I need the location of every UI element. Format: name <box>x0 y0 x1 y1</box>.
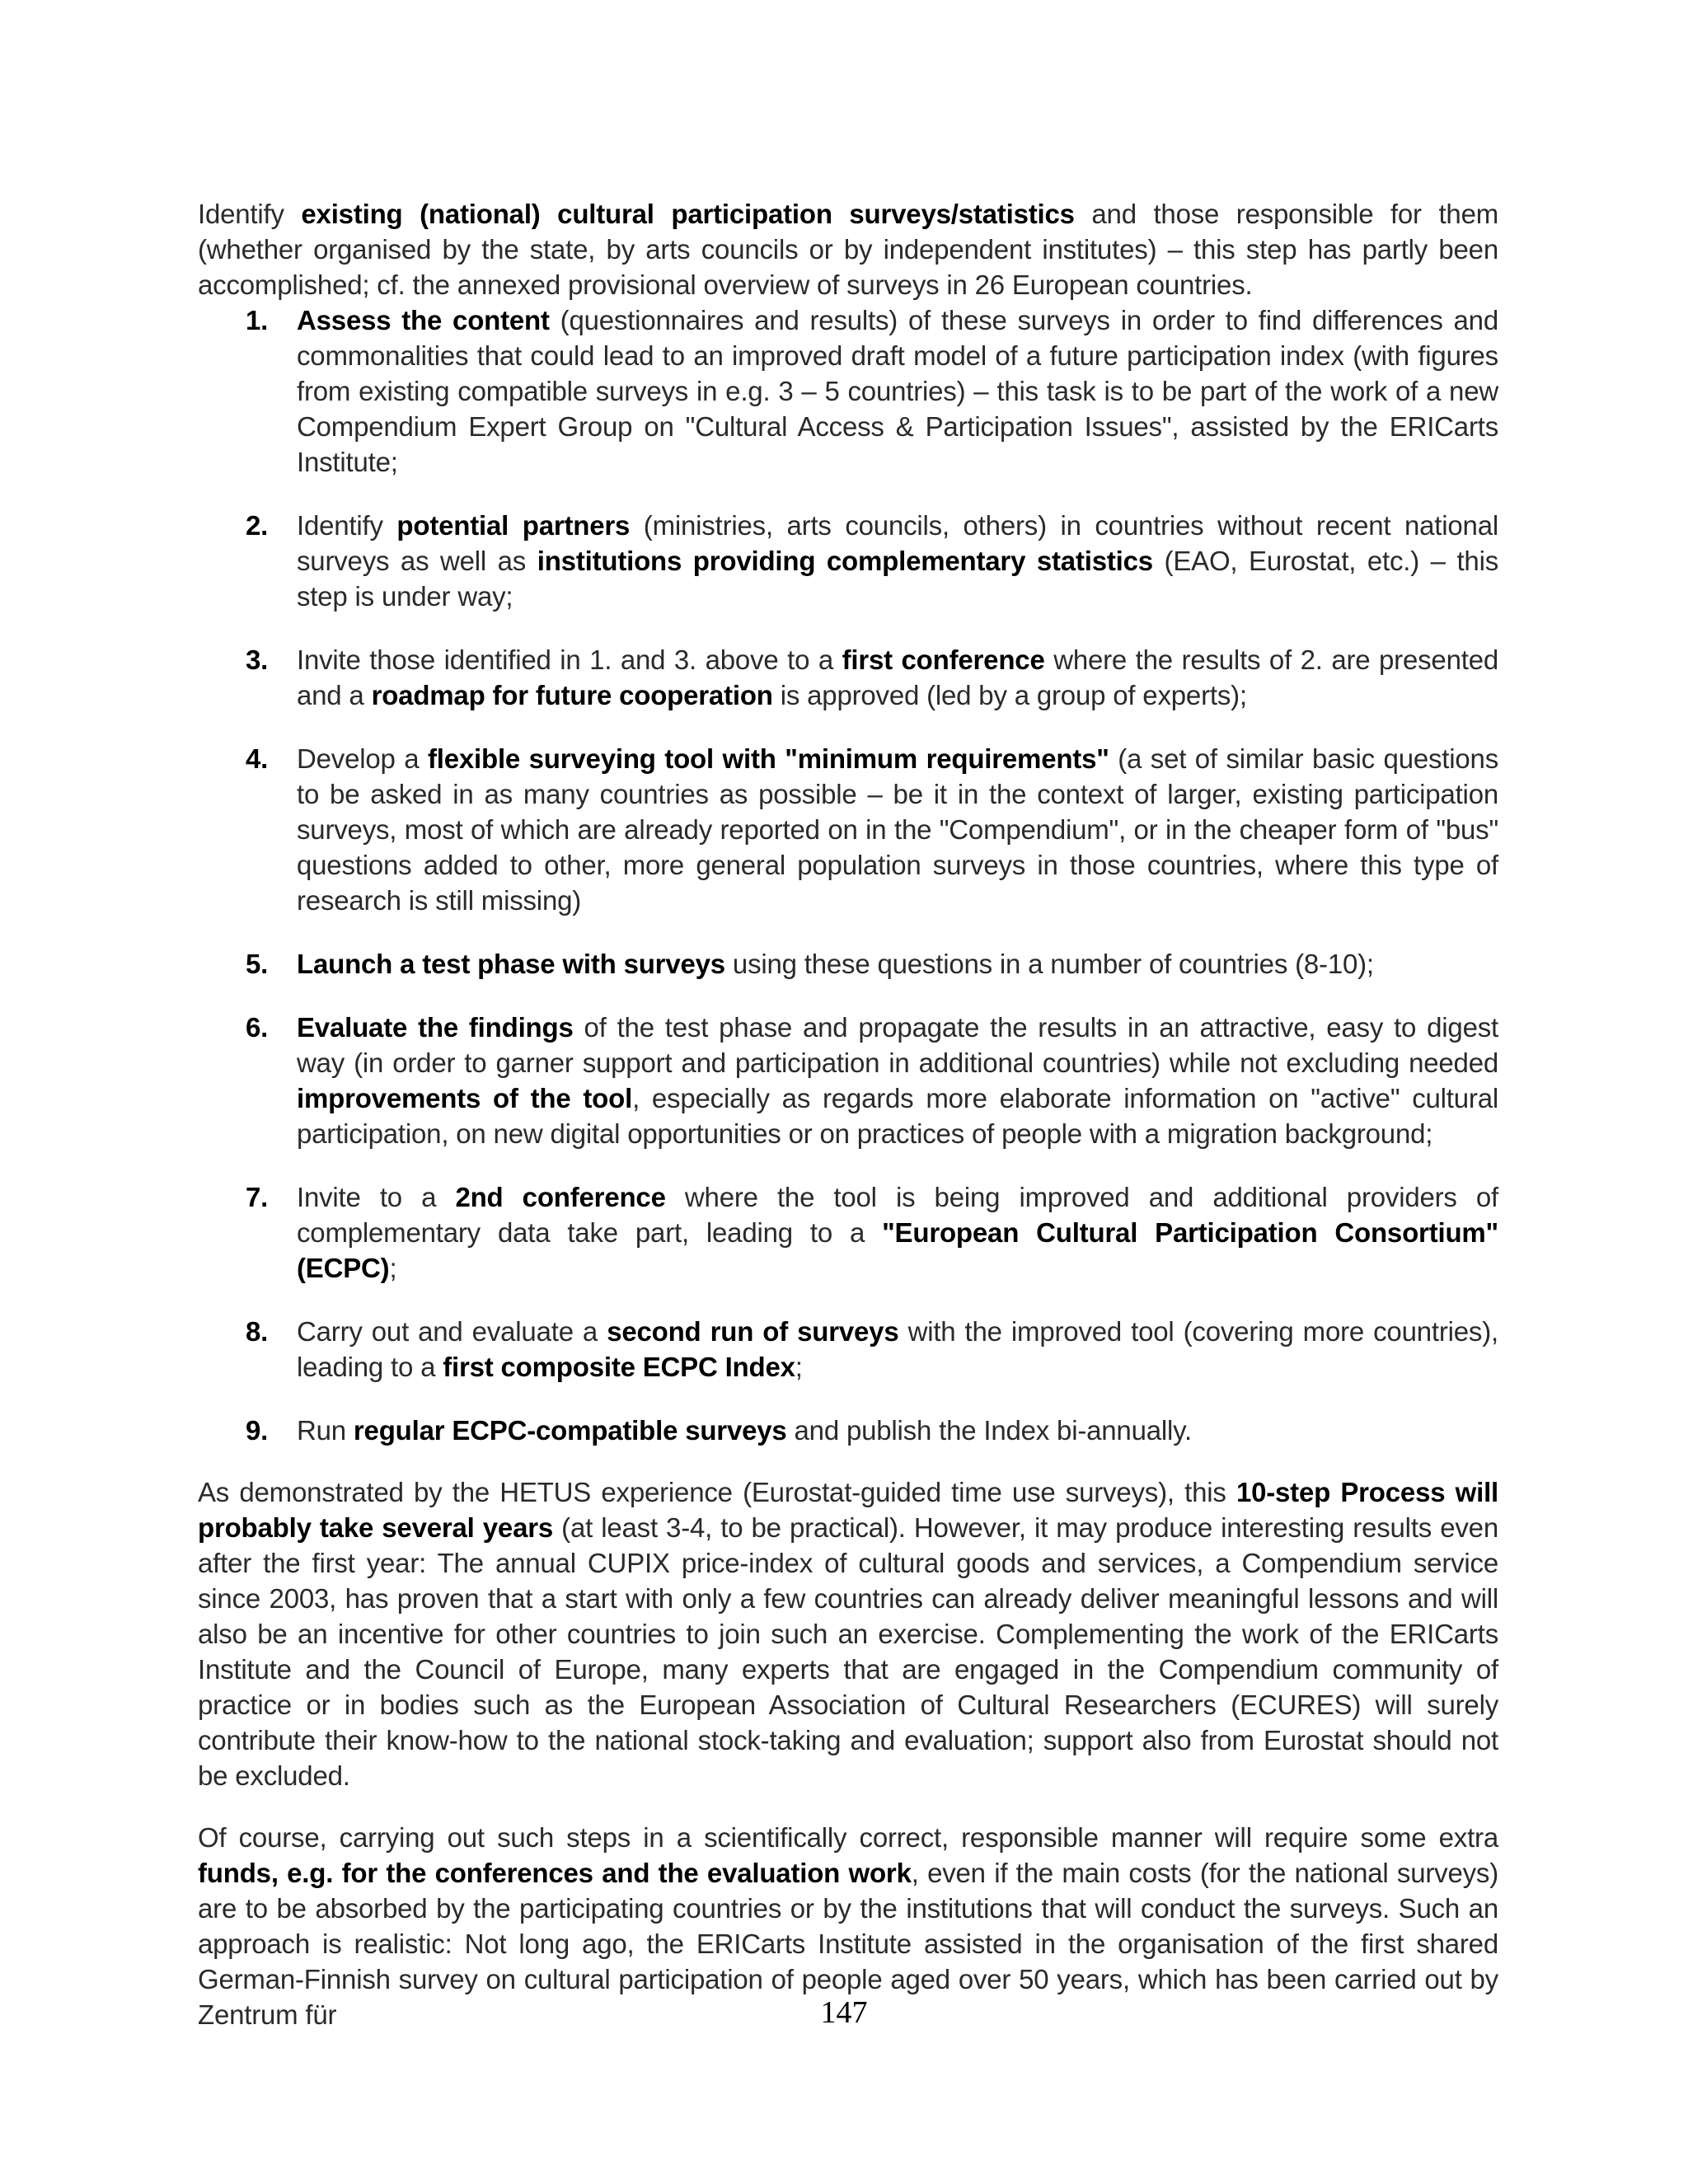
list-item <box>198 741 1498 918</box>
para1-text-2: (at least 3-4, to be practical). However, it may produce interesting results even after the first year: The annual CUPIX price-index of cultural goods and services, a Compendium service since 2003, has proven that a start with only a few countries can already deliver meaningful lessons and will also be an incentive for other countries to join such an exercise. Complementing the work of the ERICarts Institute and the Council of Europe, many experts that are engaged in the Compendium community of practice or in bodies such as the European Association of Cultural Researchers (ECURES) will surely contribute their know-how to the national stock-taking and evaluation; support also from Eurostat should not be excluded. <box>198 1512 1498 1791</box>
step-bold: improvements of the tool <box>297 1083 633 1113</box>
step-bold: roadmap for future cooperation <box>371 680 773 710</box>
hetus-paragraph <box>198 1474 1498 1793</box>
step-text: is approved (led by a group of experts); <box>772 680 1247 710</box>
step-number: 9. <box>246 1415 269 1446</box>
para2-text-1: Of course, carrying out such steps in a scientifically correct, responsible manner will require some extra <box>198 1822 1498 1853</box>
document-body <box>198 196 1498 2032</box>
step-bold: first composite ECPC Index <box>443 1352 795 1382</box>
list-item <box>198 946 1498 982</box>
para2-text-2: , even if the main costs (for the national surveys) are to be absorbed by the participating countries or by the institutions that will conduct the surveys. Such an approach is realistic: Not long ago, the ERICarts Institute assisted in the organisation of the first shared German-Finnish survey on cultural participation of people aged over 50 years, which has been carried out by Zentrum für <box>198 1858 1498 2030</box>
step-text: Run <box>297 1415 354 1446</box>
list-item <box>198 1314 1498 1385</box>
page-number: 147 <box>820 1995 868 2030</box>
step-text: ; <box>795 1352 803 1382</box>
list-item <box>198 1413 1498 1448</box>
step-text: using these questions in a number of countries (8-10); <box>724 949 1374 979</box>
step-bold: flexible surveying tool with "minimum requirements" <box>427 743 1109 774</box>
intro-text-2: and those responsible for them (whether organised by the state, by arts councils or by independent institutes) – this step has partly been accomplished; cf. the annexed provisional overview of surveys in 26 European countries. <box>198 199 1499 300</box>
step-text: Invite those identified in 1. and 3. above to a <box>297 644 842 675</box>
step-text: where the tool is being improved and additional providers of complementary data take part, leading to a <box>297 1182 1499 1248</box>
list-item <box>198 1179 1498 1286</box>
list-item <box>198 642 1498 713</box>
step-text: ; <box>389 1253 397 1283</box>
step-text: Carry out and evaluate a <box>297 1316 607 1347</box>
step-text: Develop a <box>297 743 428 774</box>
step-text: (EAO, Eurostat, etc.) – this step is under way; <box>297 546 1499 612</box>
step-number: 6. <box>246 1012 269 1043</box>
step-bold: regular ECPC-compatible surveys <box>353 1415 787 1446</box>
para1-bold-1: 10-step Process will probably take several years <box>198 1477 1499 1543</box>
step-number: 7. <box>246 1182 269 1212</box>
list-item <box>198 1010 1498 1151</box>
step-bold: first conference <box>842 644 1045 675</box>
intro-bold-1: existing (national) cultural participation surveys/statistics <box>301 199 1075 229</box>
step-text: of the test phase and propagate the results in an attractive, easy to digest way (in order to garner support and participation in additional countries) while not excluding needed <box>297 1012 1498 1078</box>
step-number: 2. <box>246 510 269 541</box>
step-bold: Launch a test phase with surveys <box>297 949 725 979</box>
step-text: with the improved tool (covering more countries), leading to a <box>297 1316 1498 1382</box>
step-text: and publish the Index bi-annually. <box>786 1415 1192 1446</box>
step-number: 5. <box>246 949 269 979</box>
step-bold: Assess the content <box>297 305 550 335</box>
step-bold: 2nd conference <box>455 1182 666 1212</box>
step-number: 4. <box>246 743 269 774</box>
step-bold: potential partners <box>396 510 631 541</box>
step-text: , especially as regards more elaborate information on "active" cultural participation, on new digital opportunities or on practices of people with a migration background; <box>297 1083 1498 1149</box>
step-text: (questionnaires and results) of these surveys in order to find differences and commonalities that could lead to an improved draft model of a future participation index (with figures from existing compatible surveys in e.g. 3 – 5 countries) – this task is to be part of the work of a new Compendium Expert Group on "Cultural Access & Participation Issues", assisted by the ERICarts Institute; <box>297 305 1498 477</box>
list-item <box>198 302 1498 480</box>
intro-text-1: Identify <box>198 199 302 229</box>
step-number: 8. <box>246 1316 269 1347</box>
step-text: where the results of 2. are presented and a <box>297 644 1499 710</box>
step-bold: second run of surveys <box>607 1316 899 1347</box>
step-text: Identify <box>297 510 397 541</box>
step-text: Invite to a <box>297 1182 456 1212</box>
para1-text-1: As demonstrated by the HETUS experience (Eurostat-guided time use surveys), this <box>198 1477 1236 1507</box>
step-bold: "European Cultural Participation Consortium" (ECPC) <box>297 1217 1498 1283</box>
step-text: (ministries, arts councils, others) in countries without recent national surveys as well as <box>297 510 1498 576</box>
step-bold: institutions providing complementary statistics <box>537 546 1153 576</box>
intro-paragraph <box>198 196 1498 302</box>
para2-bold-1: funds, e.g. for the conferences and the evaluation work <box>198 1858 912 1888</box>
step-text: (a set of similar basic questions to be asked in as many countries as possible – be it in the context of larger, existing participation surveys, most of which are already reported on in the "Compendium", or in the cheaper form of "bus" questions added to other, more general population surveys in those countries, where this type of research is still missing) <box>297 743 1499 916</box>
step-bold: Evaluate the findings <box>297 1012 574 1043</box>
step-number: 1. <box>246 305 269 335</box>
list-item <box>198 508 1498 614</box>
steps-list <box>198 302 1498 1448</box>
step-number: 3. <box>246 644 269 675</box>
